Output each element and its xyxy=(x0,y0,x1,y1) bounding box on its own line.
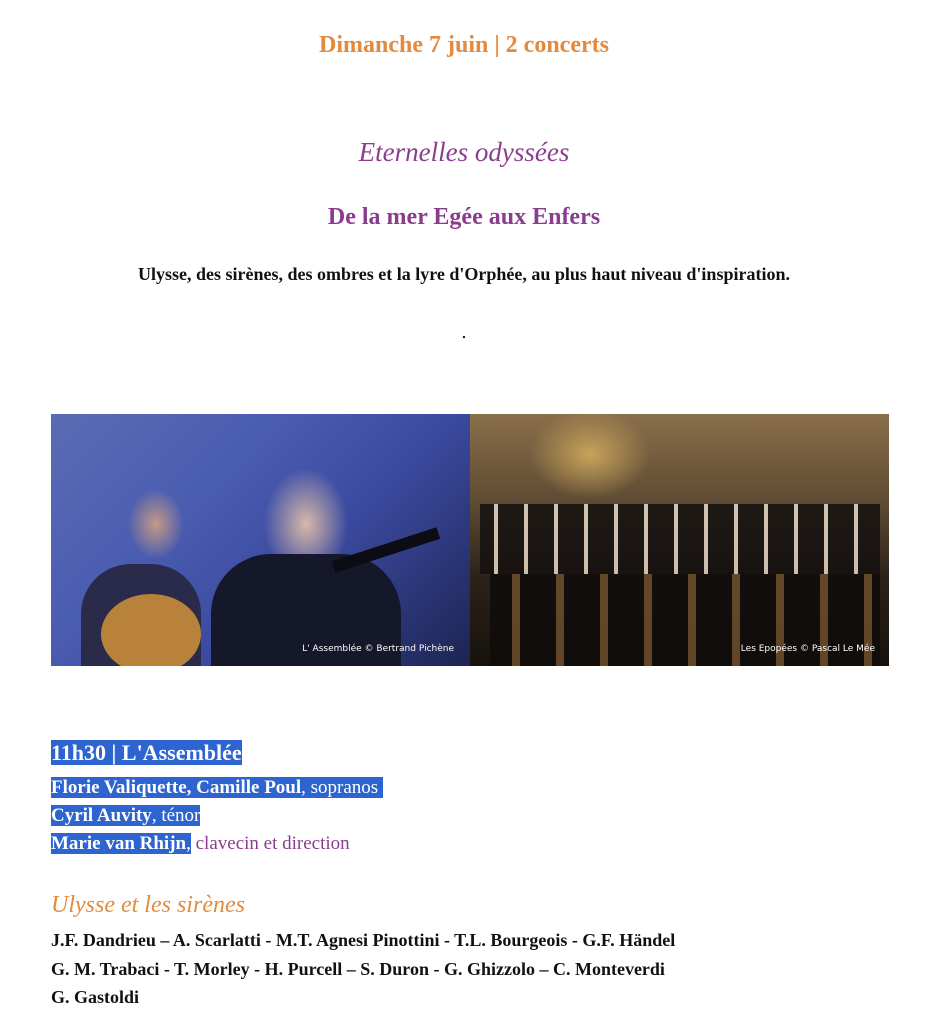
performer-names: Cyril Auvity xyxy=(51,805,152,826)
concert-time-highlight xyxy=(51,740,242,765)
date-heading xyxy=(0,32,928,59)
performer-names: Florie Valiquette, Camille Poul xyxy=(51,777,302,798)
performer-highlight xyxy=(51,805,200,826)
concert-separator: | xyxy=(111,740,117,765)
program-title: Ulysse et les sirènes xyxy=(51,892,245,918)
event-description: Ulysse, des sirènes, des ombres et la lyre d'Orphée, au plus haut niveau d'inspiration. xyxy=(138,264,790,284)
performer-names: Marie van Rhijn xyxy=(51,833,187,854)
performer-highlight xyxy=(51,833,191,854)
performer-role: clavecin et direction xyxy=(190,833,350,854)
concert-time-heading xyxy=(51,740,242,766)
performer-line xyxy=(51,804,200,828)
photo-banner xyxy=(51,414,889,666)
performer-highlight xyxy=(51,777,383,798)
date-separator: | xyxy=(494,32,500,58)
composer-line: G. M. Trabaci - T. Morley - H. Purcell – S. Duron - G. Ghizzolo – C. Monteverdi xyxy=(51,959,665,979)
performer-line xyxy=(51,776,383,800)
event-subtitle: De la mer Egée aux Enfers xyxy=(327,204,601,230)
performer-role: , ténor xyxy=(151,805,201,826)
composer-line: G. Gastoldi xyxy=(51,987,140,1007)
concert-ensemble: L'Assemblée xyxy=(121,740,242,765)
composer-line: J.F. Dandrieu – A. Scarlatti - M.T. Agnesi Pinottini - T.L. Bourgeois - G.F. Händel xyxy=(51,930,676,950)
epopees-photo xyxy=(470,414,889,666)
assemblee-photo xyxy=(51,414,470,666)
concert-time: 11h30 xyxy=(51,740,107,765)
performer-line xyxy=(51,832,350,856)
event-title: Eternelles odyssées xyxy=(358,137,570,167)
performer-role: , sopranos xyxy=(301,777,379,798)
date-text: Dimanche 7 juin xyxy=(319,32,489,58)
performer-role-separator: , xyxy=(186,833,191,854)
concerts-count: 2 concerts xyxy=(505,32,609,58)
epopees-photo-credit: Les Epopées © Pascal Le Mée xyxy=(740,644,875,654)
assemblee-photo-credit: L' Assemblée © Bertrand Pichène xyxy=(302,644,454,654)
separator-dot: . xyxy=(461,322,467,343)
